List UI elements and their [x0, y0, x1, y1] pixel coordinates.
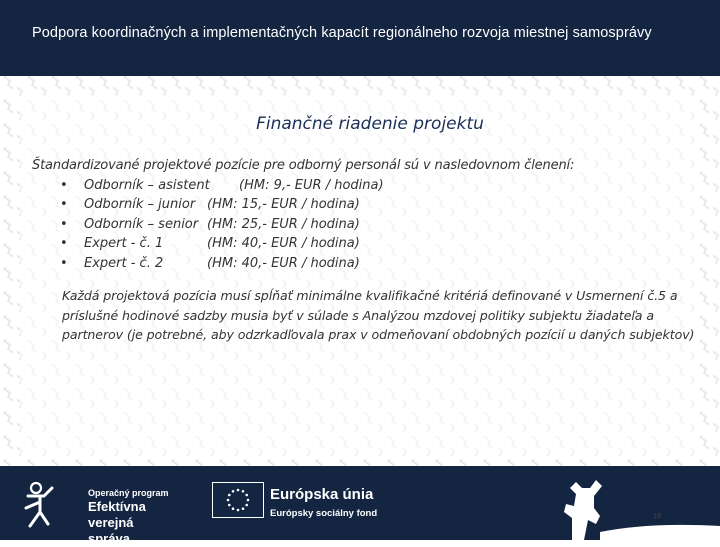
position-rate: (HM: 15,- EUR / hodina) [207, 197, 360, 212]
bullet-icon: • [60, 255, 68, 271]
op-small-label: Operačný program [88, 488, 169, 498]
slide-content [32, 156, 702, 345]
list-item [32, 215, 702, 235]
op-line1: Efektívna [88, 499, 146, 514]
bullet-icon: • [60, 216, 68, 232]
position-rate: (HM: 40,- EUR / hodina) [207, 255, 360, 271]
op-line2: verejná správa [88, 515, 134, 546]
list-item [32, 234, 702, 254]
qualification-paragraph: Každá projektová pozícia musí spĺňať minimálne kvalifikačné kritériá definované v Usmernení č.5 a príslušné hodinové sadzby musia byť v súlade s Analýzou mzdovej politiky subjektu žiadateľa a partnerov (je potrebné, aby odzrkadľovala prax v odmeňovaní obdobných pozícií u daných subjektov) [62, 288, 695, 343]
op-logo [18, 474, 178, 546]
position-name: Expert - č. 1 [84, 236, 164, 251]
position-name: Odborník – asistent [84, 177, 210, 193]
position-rate: (HM: 9,- EUR / hodina) [239, 177, 384, 193]
header-bar [0, 0, 720, 76]
position-name: Odborník – senior [84, 216, 199, 232]
slide-title: Finančné riadenie projektu [256, 114, 484, 134]
bullet-icon: • [60, 177, 68, 193]
position-name: Odborník – junior [84, 197, 196, 212]
list-item [32, 195, 702, 215]
eu-text [270, 486, 377, 521]
list-item [32, 254, 702, 274]
eu-title: Európska únia [270, 486, 374, 503]
position-list [32, 176, 702, 274]
op-star-figure-logo [18, 474, 78, 534]
position-rate: (HM: 25,- EUR / hodina) [207, 216, 360, 232]
op-text [88, 488, 178, 547]
eu-flag-icon [212, 482, 264, 518]
page-number: 18 [653, 511, 662, 520]
header-title: Podpora koordinačných a implementačných kapacít regionálneho rozvoja miestnej samosprávy [32, 25, 652, 41]
position-rate: (HM: 40,- EUR / hodina) [207, 236, 360, 251]
star-figure-icon [560, 466, 720, 540]
position-name: Expert - č. 2 [84, 255, 164, 271]
bullet-icon: • [60, 197, 68, 212]
bullet-icon: • [60, 236, 68, 251]
intro-text: Štandardizované projektové pozície pre odborný personál sú v nasledovnom členení: [32, 158, 575, 173]
list-item [32, 176, 702, 196]
eu-subtitle: Európsky sociálny fond [270, 508, 378, 519]
